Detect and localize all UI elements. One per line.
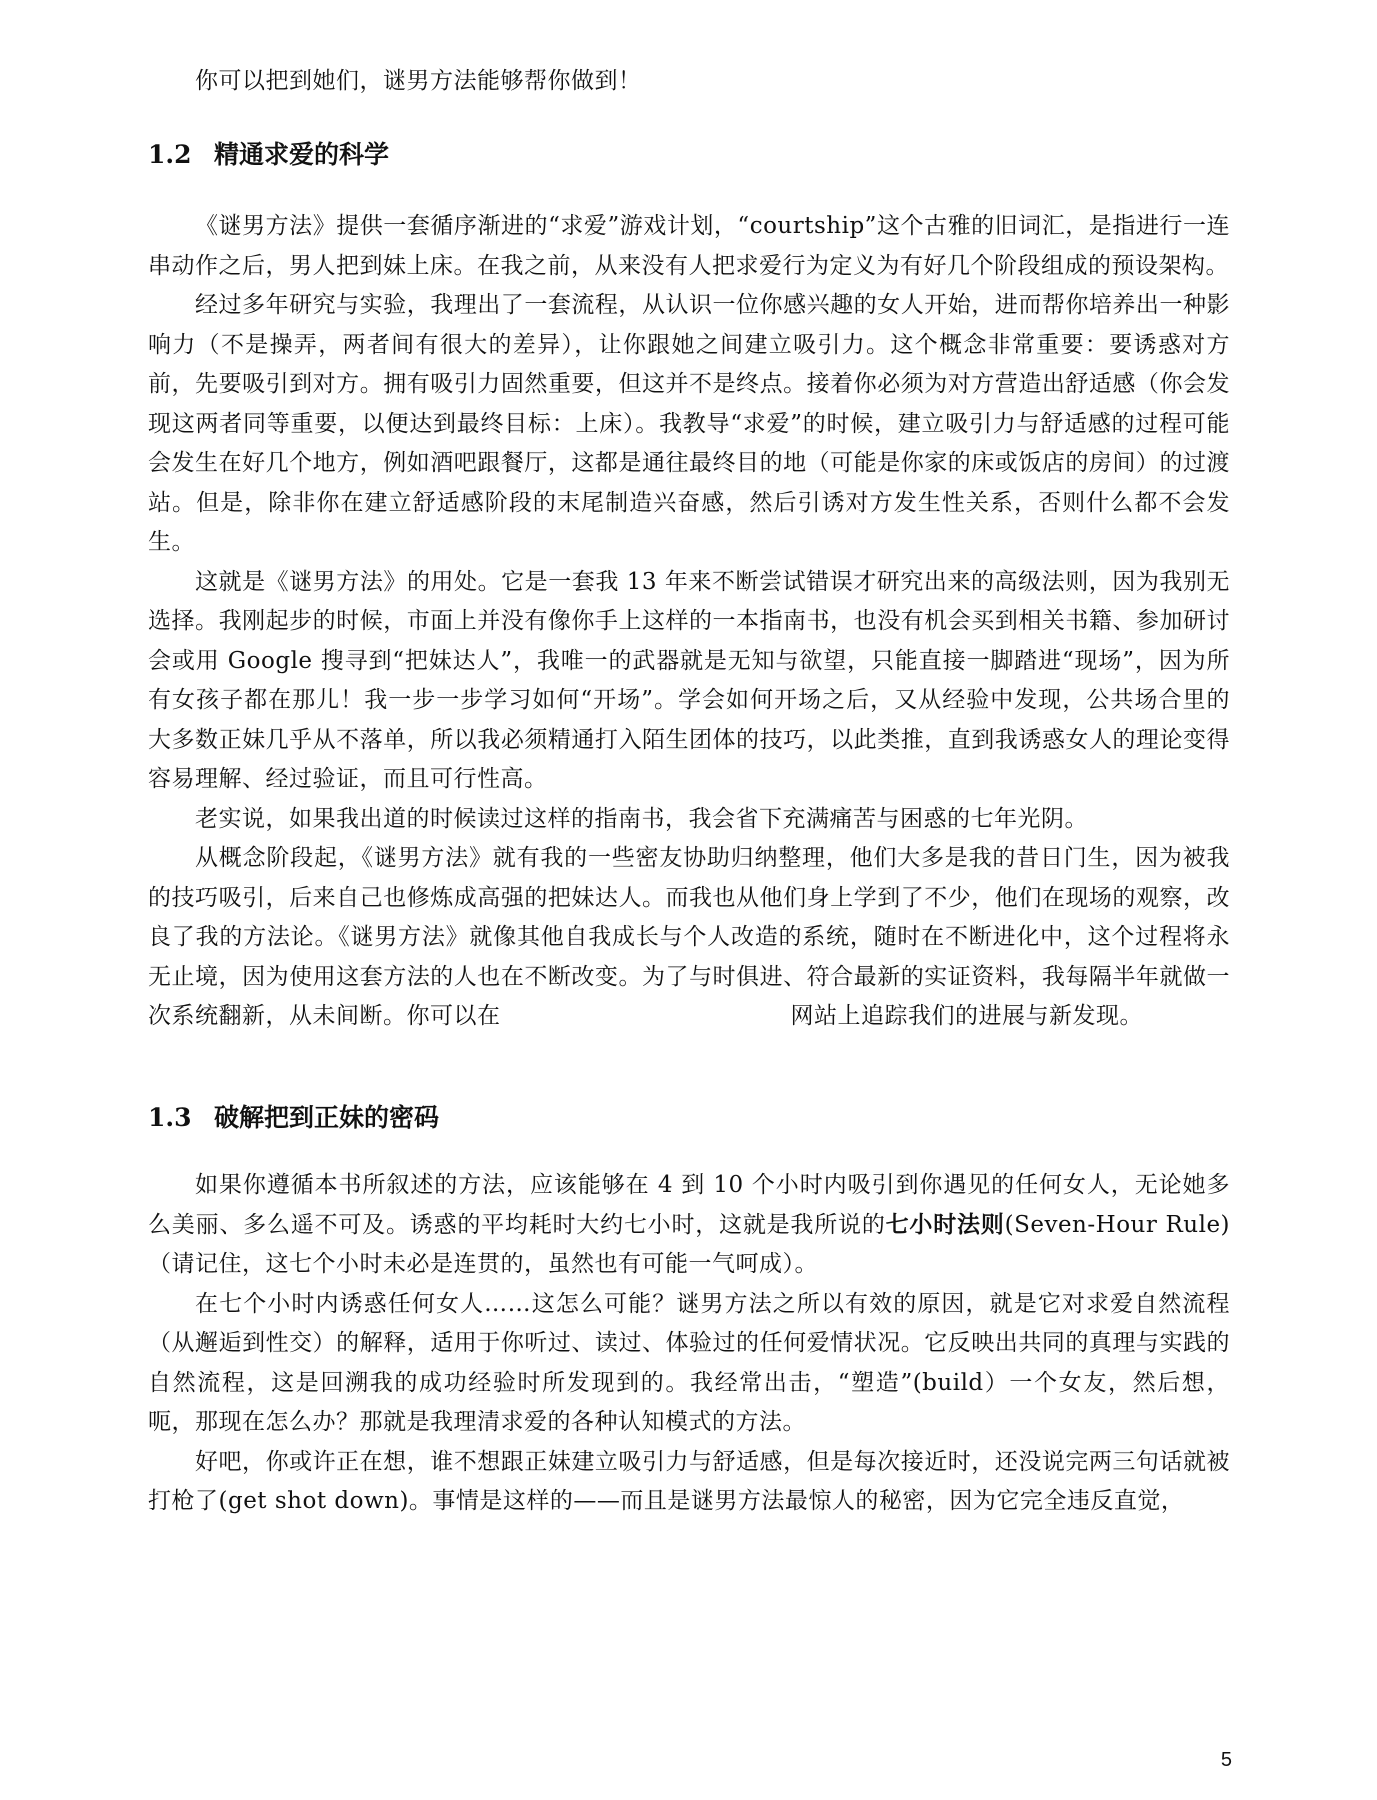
- page-number: 5: [1220, 1749, 1232, 1771]
- paragraph-tail: 网站上追踪我们的进展与新发现。: [790, 1003, 1143, 1029]
- paragraph-text: 从概念阶段起，《谜男方法》就有我的一些密友协助归纳整理，他们大多是我的昔日门生，因为被我的技巧吸引，后来自己也修炼成高强的把妹达人。而我也从他们身上学到了不少，他们在现场的观察，改良了我的方法论。《谜男方法》就像其他自我成长与个人改造的系统，随时在不断进化中，这个过程将永无止境，因为使用这套方法的人也在不断改变。为了与时俱进、符合最新的实证资料，我每隔半年就做一次系统翻新，从未间断。你可以在: [148, 845, 1230, 1029]
- paragraph: 这就是《谜男方法》的用处。它是一套我 13 年来不断尝试错误才研究出来的高级法则，因为我别无选择。我刚起步的时候，市面上并没有像你手上这样的一本指南书，也没有机会买到相关书籍、参加研讨会或用 Google 搜寻到“把妹达人”，我唯一的武器就是无知与欲望，只能直接一脚踏进“现场”，因为所有女孩子都在那儿！我一步一步学习如何“开场”。学会如何开场之后，又从经验中发现，公共场合里的大多数正妹几乎从不落单，所以我必须精通打入陌生团体的技巧，以此类推，直到我诱惑女人的理论变得容易理解、经过验证，而且可行性高。: [148, 568, 1230, 792]
- intro-line: 你可以把到她们，谜男方法能够帮你做到！: [195, 68, 642, 94]
- paragraph: 好吧，你或许正在想，谁不想跟正妹建立吸引力与舒适感，但是每次接近时，还没说完两三句话就被打枪了(get shot down)。事情是这样的——而且是谜男方法最惊人的秘密，因为它完全违反直觉，: [148, 1448, 1230, 1514]
- paragraph: 在七个小时内诱惑任何女人……这怎么可能？谜男方法之所以有效的原因，就是它对求爱自然流程（从邂逅到性交）的解释，适用于你听过、读过、体验过的任何爱情状况。它反映出共同的真理与实践的自然流程，这是回溯我的成功经验时所发现到的。我经常出击，“塑造”(build）一个女友，然后想，呃，那现在怎么办？那就是我理清求爱的各种认知模式的方法。: [148, 1290, 1230, 1435]
- seven-hour-rule-term: 七小时法则: [885, 1211, 1005, 1238]
- section-1-2-body: [148, 207, 1230, 1037]
- paragraph-text: (Seven-Hour Rule)（请记住，这七个小时未必是连贯的，虽然也有可能一气呵成）。: [148, 1211, 1231, 1277]
- paragraph-text: 如果你遵循本书所叙述的方法，应该能够在 4 到 10 个小时内吸引到你遇见的任何女人，无论她多么美丽、多么遥不可及。诱惑的平均耗时大约七小时，这就是我所说的: [148, 1172, 1230, 1238]
- section-heading-1-2: [148, 135, 389, 171]
- paragraph: 经过多年研究与实验，我理出了一套流程，从认识一位你感兴趣的女人开始，进而帮你培养出一种影响力（不是操弄，两者间有很大的差异），让你跟她之间建立吸引力。这个概念非常重要：要诱惑对方前，先要吸引到对方。拥有吸引力固然重要，但这并不是终点。接着你必须为对方营造出舒适感（你会发现这两者同等重要，以便达到最终目标：上床）。我教导“求爱”的时候，建立吸引力与舒适感的过程可能会发生在好几个地方，例如酒吧跟餐厅，这都是通往最终目的地（可能是你家的床或饭店的房间）的过渡站。但是，除非你在建立舒适感阶段的末尾制造兴奋感，然后引诱对方发生性关系，否则什么都不会发生。: [148, 292, 1230, 555]
- section-number: 1.3: [148, 1103, 192, 1132]
- section-heading-1-3: [148, 1098, 439, 1134]
- section-title: 精通求爱的科学: [214, 140, 390, 169]
- paragraph: 《谜男方法》提供一套循序渐进的“求爱”游戏计划，“courtship”这个古雅的旧词汇，是指进行一连串动作之后，男人把到妹上床。在我之前，从来没有人把求爱行为定义为有好几个阶段组成的预设架构。: [148, 213, 1230, 279]
- intro-block: [148, 62, 1230, 102]
- paragraph: 老实说，如果我出道的时候读过这样的指南书，我会省下充满痛苦与困惑的七年光阴。: [195, 805, 1088, 832]
- paragraph: [148, 1166, 1230, 1285]
- section-title: 破解把到正妹的密码: [214, 1103, 440, 1132]
- paragraph: [148, 839, 1230, 1037]
- section-1-3-body: [148, 1166, 1230, 1522]
- section-number: 1.2: [148, 140, 192, 169]
